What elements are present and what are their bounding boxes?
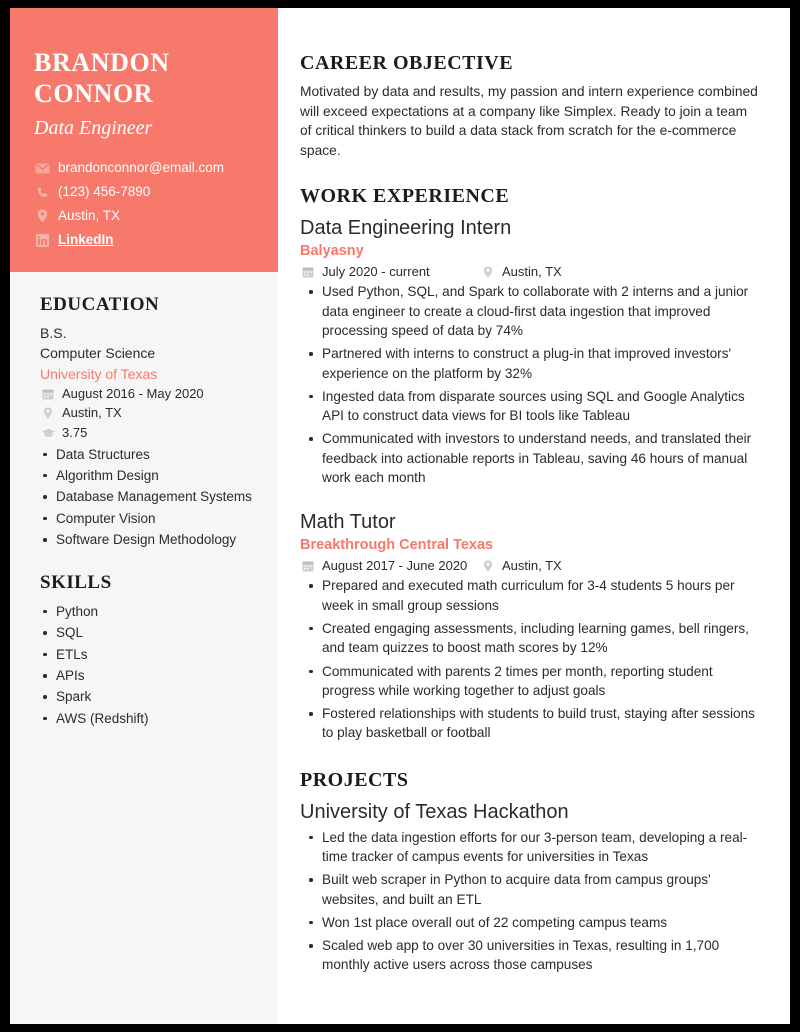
list-item: Used Python, SQL, and Spark to collaborate with 2 interns and a junior data engineer to create a cloud-first data ingestion that improved processing speed of data by 74% <box>300 282 760 340</box>
list-item: Data Structures <box>40 445 254 464</box>
career-objective-section <box>300 52 760 160</box>
list-item: Partnered with interns to construct a plug-in that improved investors' experience on the platform by 32% <box>300 344 760 383</box>
contact-linkedin-link[interactable]: LinkedIn <box>58 231 114 247</box>
skills-heading: SKILLS <box>40 571 112 593</box>
entry-spacer <box>300 491 760 509</box>
project-entry <box>300 799 760 975</box>
list-item: Led the data ingestion efforts for our 3-person team, developing a real-time tracker of campus events for universities in Texas <box>300 828 760 867</box>
sidebar-body <box>10 272 278 728</box>
sidebar <box>10 8 278 1024</box>
linkedin-icon <box>34 234 51 247</box>
list-item: Algorithm Design <box>40 466 254 485</box>
work-entry-bullets <box>300 282 760 487</box>
skills-section <box>40 572 254 729</box>
work-entry-meta <box>300 264 760 279</box>
last-name: CONNOR <box>34 78 154 108</box>
list-item: Communicated with investors to understand needs, and translated their feedback into actionable reports in Tableau, saving 46 hours of manual work each month <box>300 429 760 487</box>
contact-phone-text: (123) 456-7890 <box>58 184 151 200</box>
resume-page <box>10 8 790 1024</box>
project-entry-title: University of Texas Hackathon <box>300 800 569 823</box>
main-column <box>278 8 790 1024</box>
list-item: Communicated with parents 2 times per month, reporting student progress while working together to adjust goals <box>300 662 760 701</box>
list-item: Created engaging assessments, including learning games, bell ringers, and team quizzes to boost math scores by 12% <box>300 619 760 658</box>
graduation-cap-icon <box>40 428 56 438</box>
work-entry-location: Austin, TX <box>502 558 562 574</box>
work-experience-heading: WORK EXPERIENCE <box>300 185 510 208</box>
education-heading: EDUCATION <box>40 294 160 315</box>
education-gpa: 3.75 <box>62 424 88 440</box>
envelope-icon <box>34 163 51 174</box>
calendar-icon <box>300 266 316 278</box>
calendar-icon <box>300 560 316 572</box>
work-entry-title: Math Tutor <box>300 511 396 534</box>
career-objective-heading: CAREER OBJECTIVE <box>300 52 514 74</box>
phone-icon <box>34 186 51 199</box>
list-item: APIs <box>40 666 254 685</box>
list-item: Spark <box>40 687 254 706</box>
work-entry-title: Data Engineering Intern <box>300 217 512 240</box>
work-entry <box>300 215 760 487</box>
calendar-icon <box>40 388 56 400</box>
list-item: Won 1st place overall out of 22 competing campus teams <box>300 913 760 932</box>
work-entry-meta <box>300 558 760 573</box>
project-entry-bullets <box>300 828 760 975</box>
projects-heading: PROJECTS <box>300 768 409 791</box>
list-item: Scaled web app to over 30 universities in Texas, resulting in 1,700 monthly active users across those campuses <box>300 936 760 975</box>
education-location: Austin, TX <box>62 405 122 421</box>
education-section <box>40 294 254 550</box>
education-gpa-row <box>40 425 254 441</box>
list-item: Python <box>40 602 254 621</box>
list-item: Computer Vision <box>40 509 254 528</box>
education-degree: B.S. <box>40 325 67 341</box>
identity-header <box>10 8 278 272</box>
work-entry-organization: Balyasny <box>300 243 364 260</box>
location-pin-icon <box>40 407 56 419</box>
contact-email-text: brandonconnor@email.com <box>58 160 225 176</box>
contact-email <box>34 161 254 176</box>
education-location-row <box>40 405 254 421</box>
work-entry-dates-group <box>300 558 480 573</box>
work-entry-dates: July 2020 - current <box>322 264 430 280</box>
work-entry <box>300 509 760 742</box>
list-item: Database Management Systems <box>40 487 254 506</box>
work-entry-location-group <box>480 558 562 573</box>
work-entry-bullets <box>300 576 760 742</box>
list-item: Ingested data from disparate sources using SQL and Google Analytics API to construct data views for BI tools like Tableau <box>300 387 760 426</box>
projects-section <box>300 769 760 975</box>
location-pin-icon <box>480 266 496 278</box>
work-entry-organization: Breakthrough Central Texas <box>300 537 494 554</box>
education-dates-row <box>40 386 254 402</box>
contact-location <box>34 209 254 224</box>
list-item: Fostered relationships with students to build trust, staying after sessions to play basketball or football <box>300 704 760 743</box>
list-item: SQL <box>40 623 254 642</box>
work-entry-dates-group <box>300 264 480 279</box>
location-pin-icon <box>34 209 51 223</box>
education-major: Computer Science <box>40 344 156 361</box>
contact-phone <box>34 185 254 200</box>
list-item: Software Design Methodology <box>40 530 254 549</box>
first-name: BRANDON <box>34 48 170 77</box>
list-item: Built web scraper in Python to acquire data from campus groups' websites, and built an ETL <box>300 870 760 909</box>
work-experience-section <box>300 185 760 742</box>
list-item: ETLs <box>40 645 254 664</box>
contact-location-text: Austin, TX <box>58 208 121 224</box>
list-item: AWS (Redshift) <box>40 709 254 728</box>
skills-list <box>40 602 254 729</box>
education-school: University of Texas <box>40 365 158 382</box>
contact-linkedin[interactable] <box>34 233 254 248</box>
contact-list <box>34 161 254 247</box>
education-dates: August 2016 - May 2020 <box>62 385 204 401</box>
work-entry-location: Austin, TX <box>502 264 562 280</box>
career-objective-text: Motivated by data and results, my passion and intern experience combined will exceed expectations at a company like Simplex. Ready to join a team of critical thinkers to build a data stack from scratch for the e-commerce space. <box>300 84 758 158</box>
job-title: Data Engineer <box>34 117 153 140</box>
location-pin-icon <box>480 560 496 572</box>
list-item: Prepared and executed math curriculum for 3-4 students 5 hours per week in small group sessions <box>300 576 760 615</box>
education-coursework-list <box>40 445 254 550</box>
work-entry-dates: August 2017 - June 2020 <box>322 558 468 574</box>
work-entry-location-group <box>480 264 562 279</box>
